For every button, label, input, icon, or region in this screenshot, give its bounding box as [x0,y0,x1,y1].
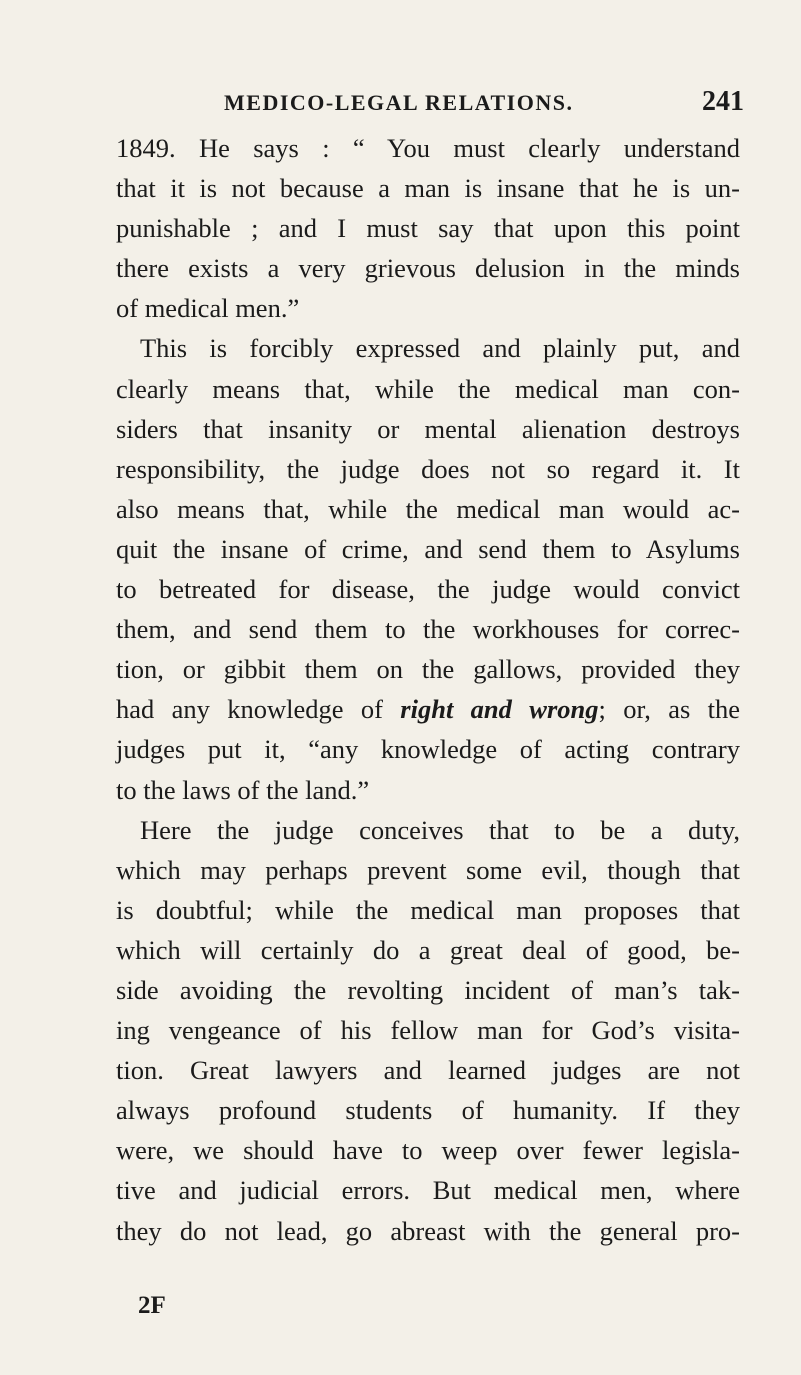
text-line-6: This is forcibly expressed and plainly put, and [140,333,740,364]
text-line-25: always profound students of humanity. If they [116,1095,740,1126]
text-line-15 [116,689,740,729]
text-line-16: judges put it, “any knowledge of acting contrary [116,734,740,765]
text-line-18: Here the judge conceives that to be a duty, [140,814,740,845]
text-line-11: quit the insane of crime, and send them to Asylums [116,533,740,564]
text-line-3: punishable ; and I must say that upon this point [116,213,740,244]
text-line-5: of medical men.” [116,293,300,324]
text-line-7: clearly means that, while the medical man con- [116,373,740,404]
italic-phrase: right and wrong [400,694,599,725]
running-head: MEDICO-LEGAL RELATIONS. [224,90,574,115]
text-line-8: siders that insanity or mental alienation destroys [116,413,740,444]
text-line-9: responsibility, the judge does not so regard it. It [116,453,740,484]
text-line-10: also means that, while the medical man would ac- [116,493,740,524]
text-line-21: which will certainly do a great deal of good, be- [116,934,740,965]
text-line-26: were, we should have to weep over fewer legisla- [116,1135,740,1166]
page-header [224,86,744,126]
text-line-19: which may perhaps prevent some evil, though that [116,854,740,885]
text-line-15-b: ; or, as the [598,694,741,725]
text-line-12: to betreated for disease, the judge would convict [116,574,740,605]
text-line-13: them, and send them to the workhouses for correc- [116,614,740,645]
text-line-1: 1849. He says : “ You must clearly understand [116,133,740,163]
text-line-24: tion. Great lawyers and learned judges are not [116,1055,740,1086]
text-line-20: is doubtful; while the medical man proposes that [116,894,740,925]
text-line-23: ing vengeance of his fellow man for God’s visita- [116,1015,740,1046]
body-text [116,128,740,1251]
text-line-14: tion, or gibbit them on the gallows, provided they [116,654,740,685]
text-line-27: tive and judicial errors. But medical men, where [116,1175,740,1206]
text-line-4: there exists a very grievous delusion in the minds [116,253,740,284]
text-line-17: to the laws of the land.” [116,774,370,805]
text-line-15-a: had any knowledge of [116,694,383,725]
text-line-2: that it is not because a man is insane that he is un- [116,173,740,204]
text-line-22: side avoiding the revolting incident of man’s tak- [116,974,740,1005]
signature-mark: 2F [138,1292,166,1319]
text-line-28: they do not lead, go abreast with the general pro- [116,1215,740,1246]
page-number: 241 [702,86,744,117]
